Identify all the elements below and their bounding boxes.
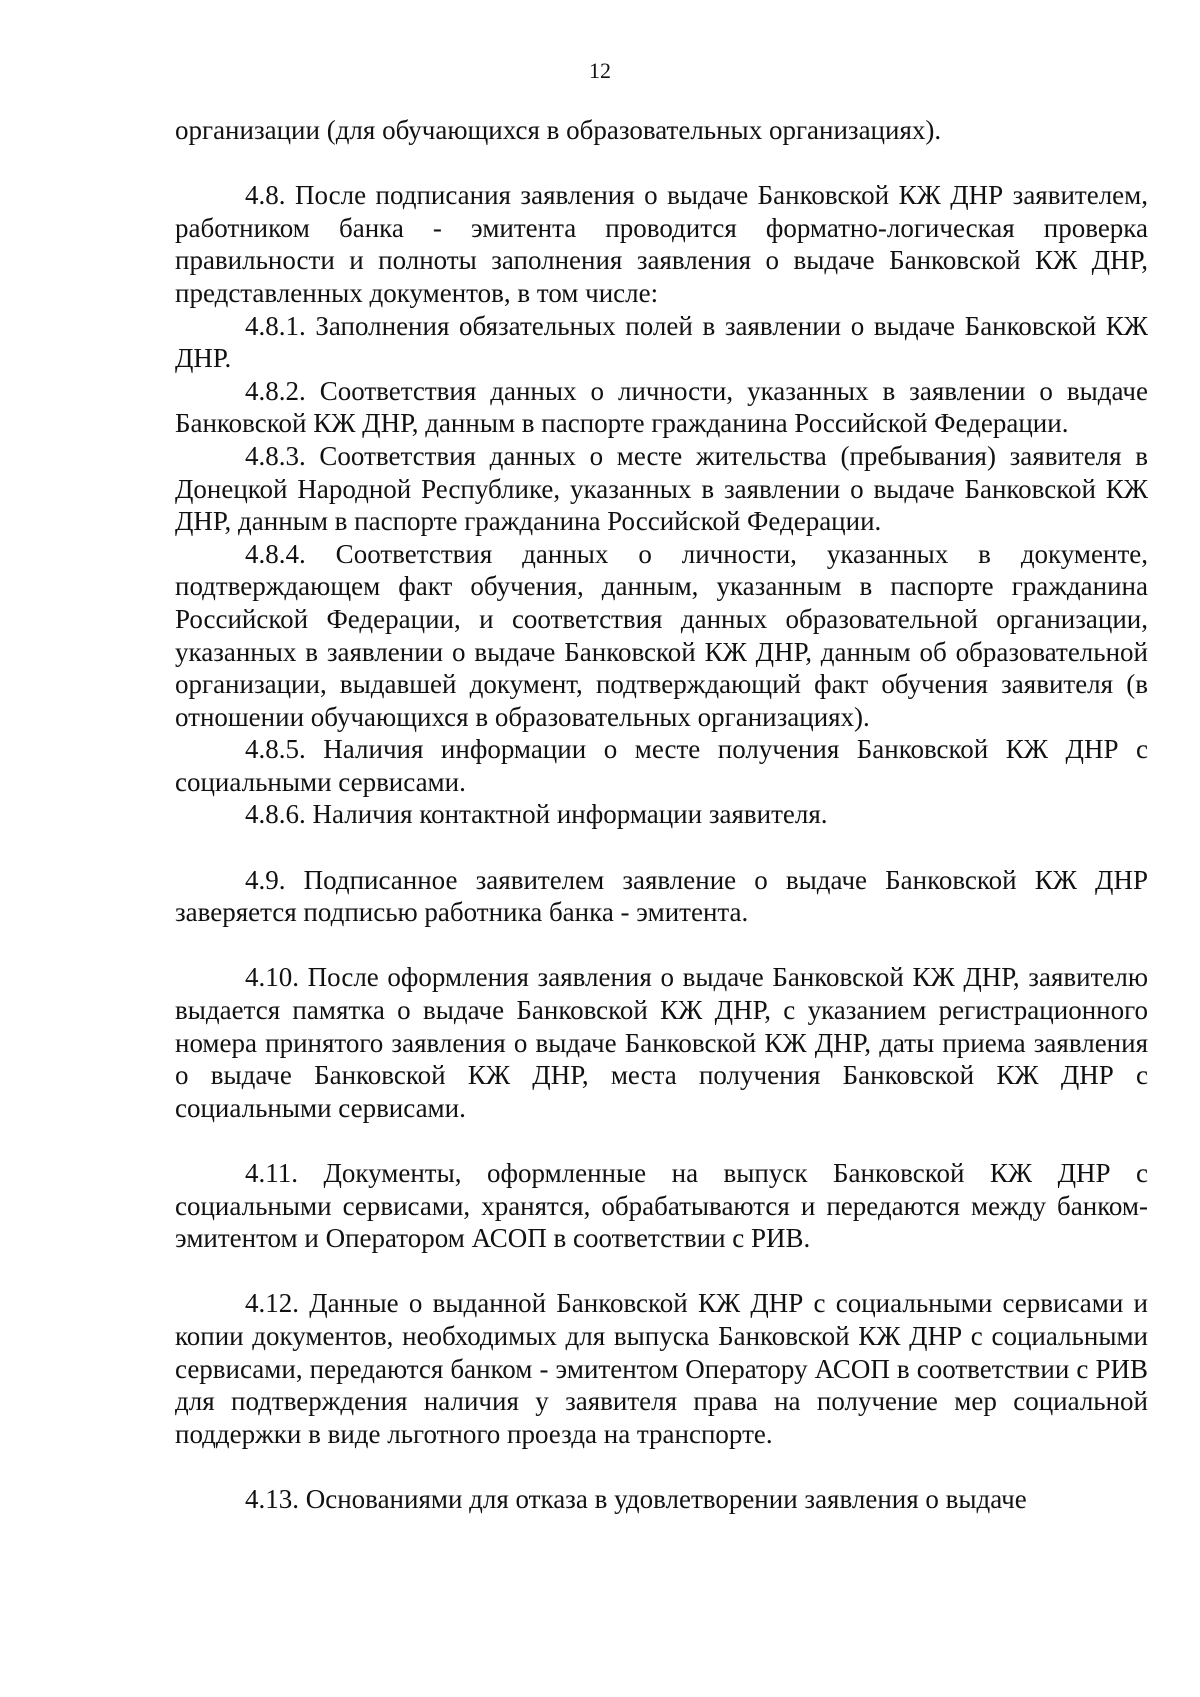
paragraph-4-10: 4.10. После оформления заявления о выдаче Банковской КЖ ДНР, заявителю выдается памятка о выдаче Банковской КЖ ДНР, с указанием регистрационного номера принятого заявления о выдаче Банковской КЖ ДНР, даты приема заявления о выдаче Банковской КЖ ДНР, места получения Банковской КЖ ДНР с социальными сервисами. — [175, 962, 1148, 1123]
paragraph-4-8-4: 4.8.4. Соответствия данных о личности, указанных в документе, подтверждающем факт обучения, данным, указанным в паспорте гражданина Российской Федерации, и соответствия данных образовательной организации, указанных в заявлении о выдаче Банковской КЖ ДНР, данным об образовательной организации, выдавшей документ, подтверждающий факт обучения заявителя (в отношении обучающихся в образовательных организациях). — [175, 538, 1148, 732]
document-body — [175, 114, 1148, 1516]
paragraph-4-8-5: 4.8.5. Наличия информации о месте получения Банковской КЖ ДНР с социальными сервисами. — [175, 734, 1148, 797]
paragraph-4-9: 4.9. Подписанное заявителем заявление о выдаче Банковской КЖ ДНР заверяется подписью работника банка - эмитента. — [175, 864, 1148, 928]
page-number: 12 — [589, 58, 611, 83]
paragraph-gap — [175, 1450, 1148, 1483]
paragraph-gap — [175, 1124, 1148, 1157]
paragraph-gap — [175, 831, 1148, 864]
paragraph-4-13: 4.13. Основаниями для отказа в удовлетворении заявления о выдаче — [245, 1483, 1027, 1514]
paragraph-gap — [175, 1255, 1148, 1288]
paragraph-4-8-3: 4.8.3. Соответствия данных о месте жительства (пребывания) заявителя в Донецкой Народной Республике, указанных в заявлении о выдаче Банковской КЖ ДНР, данным в паспорте гражданина Российской Федерации. — [175, 440, 1148, 537]
paragraph-gap — [175, 929, 1148, 962]
paragraph-gap — [175, 147, 1148, 180]
paragraph-4-8-1: 4.8.1. Заполнения обязательных полей в заявлении о выдаче Банковской КЖ ДНР. — [175, 310, 1148, 374]
paragraph-4-12: 4.12. Данные о выданной Банковской КЖ ДНР с социальными сервисами и копии документов, необходимых для выпуска Банковской КЖ ДНР с социальными сервисами, передаются банком - эмитентом Оператору АСОП в соответствии с РИВ для подтверждения наличия у заявителя права на получение мер социальной поддержки в виде льготного проезда на транспорте. — [175, 1288, 1148, 1449]
paragraph-4-8: 4.8. После подписания заявления о выдаче Банковской КЖ ДНР заявителем, работником банка - эмитента проводится форматно-логическая проверка правильности и полноты заполнения заявления о выдаче Банковской КЖ ДНР, представленных документов, в том числе: — [175, 180, 1148, 308]
paragraph-4-8-2: 4.8.2. Соответствия данных о личности, указанных в заявлении о выдаче Банковской КЖ ДНР, данным в паспорте гражданина Российской Федерации. — [175, 375, 1148, 439]
paragraph-continuation: организации (для обучающихся в образовательных организациях). — [175, 115, 942, 145]
paragraph-4-11: 4.11. Документы, оформленные на выпуск Банковской КЖ ДНР с социальными сервисами, хранятся, обрабатываются и передаются между банком-эмитентом и Оператором АСОП в соответствии с РИВ. — [175, 1158, 1148, 1254]
paragraph-4-8-6: 4.8.6. Наличия контактной информации заявителя. — [245, 799, 828, 830]
